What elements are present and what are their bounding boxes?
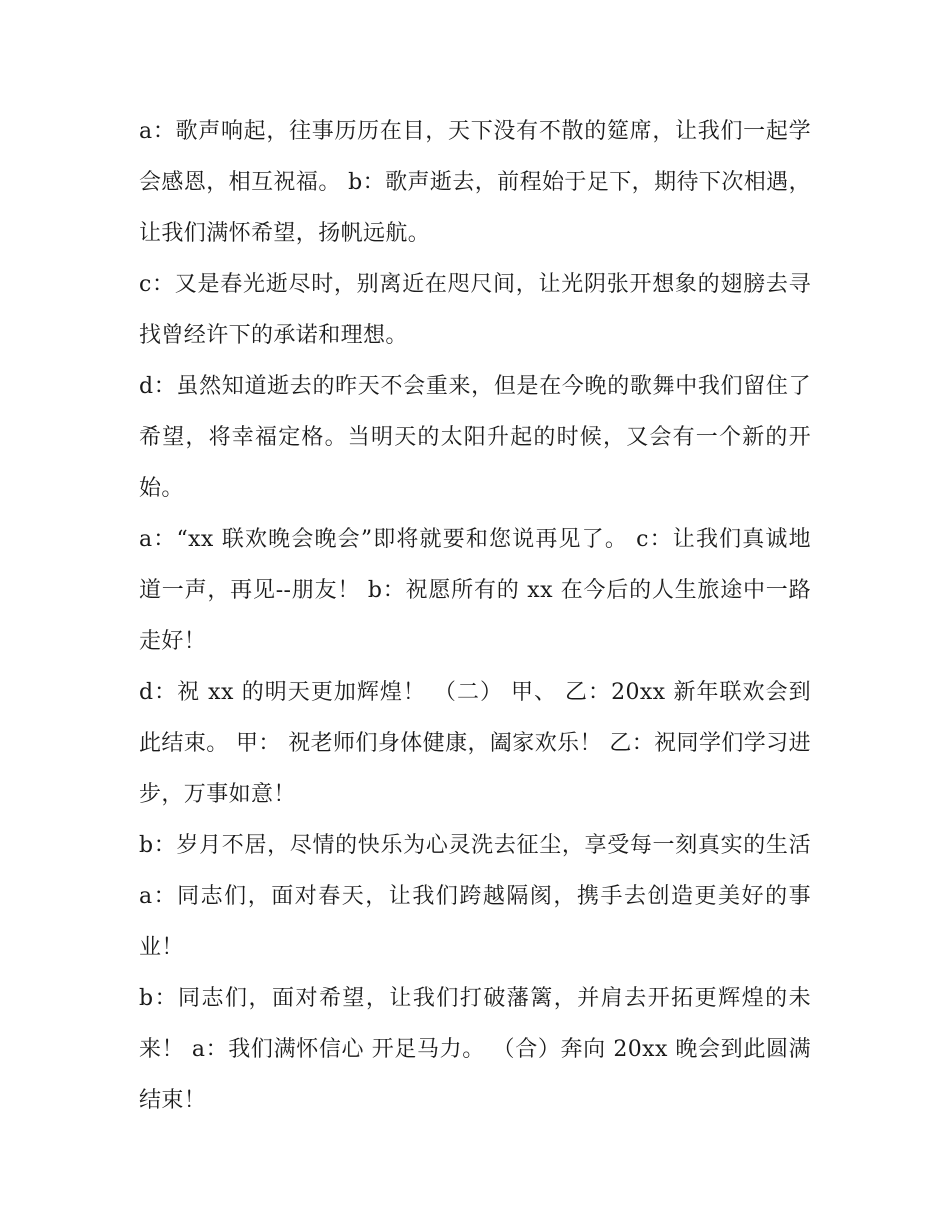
paragraph: b：同志们，面对希望，让我们打破藩篱，并肩去开拓更辉煌的未来！ a：我们满怀信心 开足马力。 （合）奔向 20xx 晚会到此圆满结束！ — [139, 986, 811, 1113]
paragraph: b：岁月不居，尽情的快乐为心灵洗去征尘，享受每一刻真实的生活 a：同志们，面对春天，让我们跨越隔阂，携手去创造更美好的事业！ — [139, 833, 811, 960]
paragraph: a：“xx 联欢晚会晚会”即将就要和您说再见了。 c：让我们真诚地道一声，再见--朋友！ b：祝愿所有的 xx 在今后的人生旅途中一路走好！ — [139, 527, 811, 654]
document-body — [139, 106, 811, 1126]
paragraph: a：歌声响起，往事历历在目，天下没有不散的筵席，让我们一起学会感恩，相互祝福。 b：歌声逝去，前程始于足下，期待下次相遇，让我们满怀希望，扬帆远航。 — [139, 119, 811, 246]
paragraph: d：虽然知道逝去的昨天不会重来，但是在今晚的歌舞中我们留住了希望，将幸福定格。当明天的太阳升起的时候，又会有一个新的开始。 — [139, 374, 811, 501]
paragraph: d：祝 xx 的明天更加辉煌！ （二） 甲、 乙：20xx 新年联欢会到此结束。 甲： 祝老师们身体健康，阖家欢乐！ 乙：祝同学们学习进步，万事如意！ — [139, 680, 811, 807]
paragraph: c：又是春光逝尽时，别离近在咫尺间，让光阴张开想象的翅膀去寻找曾经许下的承诺和理想。 — [139, 272, 811, 348]
